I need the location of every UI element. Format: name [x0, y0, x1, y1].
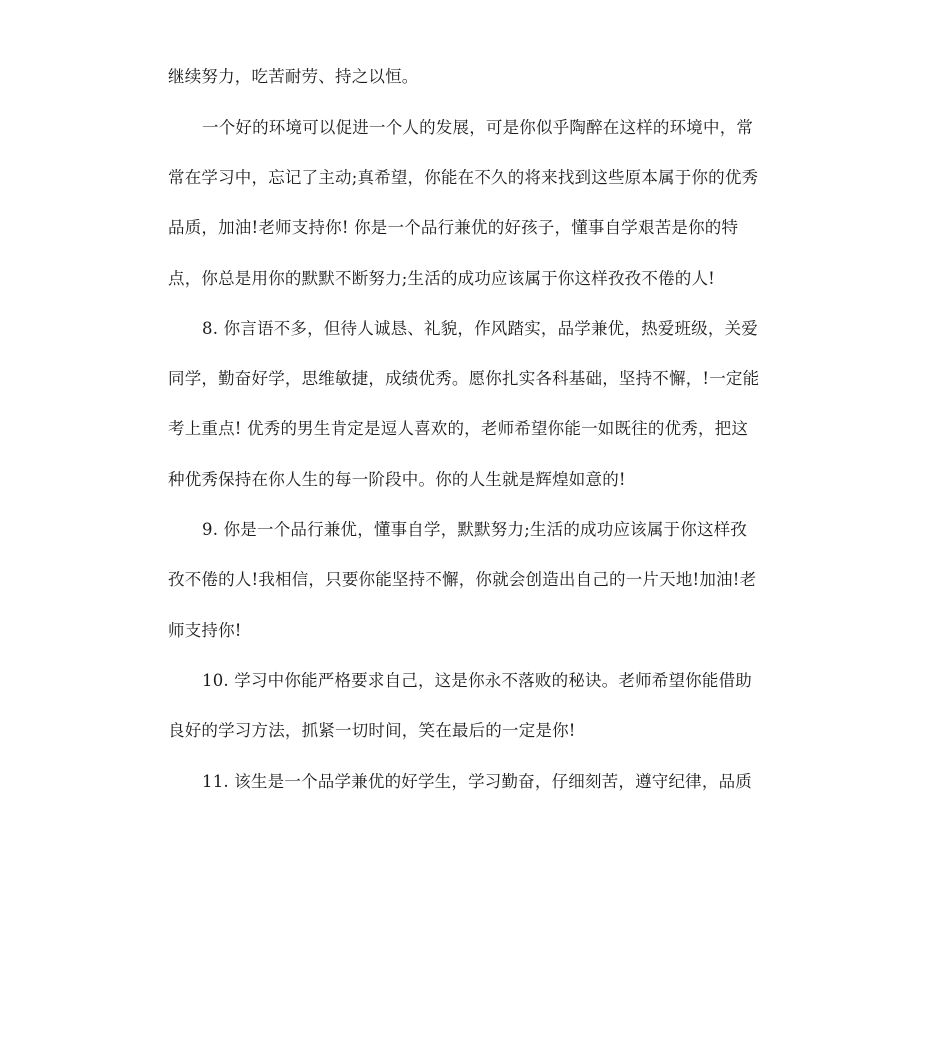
paragraph-line: 继续努力，吃苦耐劳、持之以恒。	[168, 67, 419, 86]
paragraph-line: 考上重点! 优秀的男生肯定是逗人喜欢的，老师希望你能一如既往的优秀，把这	[168, 419, 749, 438]
paragraph-line: 9. 你是一个品行兼优，懂事自学，默默努力;生活的成功应该属于你这样孜	[202, 520, 748, 539]
paragraph-line: 良好的学习方法，抓紧一切时间，笑在最后的一定是你!	[168, 721, 576, 740]
paragraph-line: 孜不倦的人!我相信，只要你能坚持不懈，你就会创造出自己的一片天地!加油!老	[168, 570, 757, 589]
paragraph-line: 点，你总是用你的默默不断努力;生活的成功应该属于你这样孜孜不倦的人!	[168, 269, 715, 288]
paragraph-line: 10. 学习中你能严格要求自己，这是你永不落败的秘诀。老师希望你能借助	[202, 671, 752, 690]
paragraph-line: 8. 你言语不多，但待人诚恳、礼貌，作风踏实，品学兼优，热爱班级，关爱	[202, 319, 758, 338]
paragraph-line: 师支持你!	[168, 621, 242, 640]
paragraph-line: 一个好的环境可以促进一个人的发展，可是你似乎陶醉在这样的环境中，常	[202, 118, 754, 137]
paragraph-line: 常在学习中，忘记了主动;真希望，你能在不久的将来找到这些原本属于你的优秀	[168, 168, 759, 187]
paragraph-line: 11. 该生是一个品学兼优的好学生，学习勤奋，仔细刻苦，遵守纪律，品质	[202, 772, 752, 791]
paragraph-line: 同学，勤奋好学，思维敏捷，成绩优秀。愿你扎实各科基础，坚持不懈，!一定能	[168, 369, 760, 388]
paragraph-line: 种优秀保持在你人生的每一阶段中。你的人生就是辉煌如意的!	[168, 470, 626, 489]
paragraph-line: 品质，加油!老师支持你! 你是一个品行兼优的好孩子，懂事自学艰苦是你的特	[168, 218, 739, 237]
